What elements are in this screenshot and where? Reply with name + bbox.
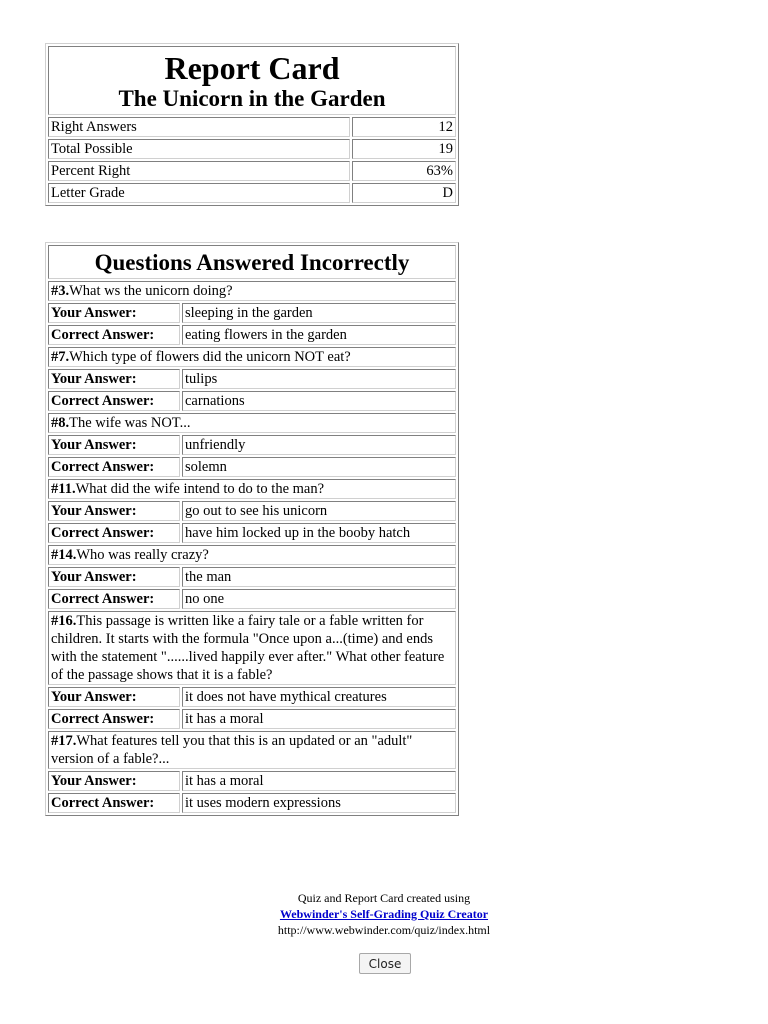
correct-answer-value: no one	[182, 589, 456, 609]
report-label: Right Answers	[48, 117, 350, 137]
question-number: #3.	[51, 283, 70, 299]
close-button[interactable]: Close	[359, 953, 411, 974]
your-answer-row	[48, 435, 456, 455]
correct-answer-value: eating flowers in the garden	[182, 325, 456, 345]
your-answer-label: Your Answer:	[48, 369, 180, 389]
correct-answer-label: Correct Answer:	[48, 709, 180, 729]
correct-answer-value: have him locked up in the booby hatch	[182, 523, 456, 543]
your-answer-label: Your Answer:	[48, 435, 180, 455]
correct-answer-value: it uses modern expressions	[182, 793, 456, 813]
correct-answer-row	[48, 391, 456, 411]
your-answer-label: Your Answer:	[48, 567, 180, 587]
your-answer-value: it does not have mythical creatures	[182, 687, 456, 707]
correct-answer-row	[48, 589, 456, 609]
question-row	[48, 413, 456, 433]
question-row	[48, 479, 456, 499]
footer	[0, 890, 768, 938]
question-text: This passage is written like a fairy tale or a fable written for children. It starts with the formula "Once upon a...(time) and ends with the statement "......lived happily ever after." What other feature of the passage shows that it is a fable?	[51, 613, 445, 683]
your-answer-label: Your Answer:	[48, 687, 180, 707]
question-text: Who was really crazy?	[76, 547, 209, 563]
report-value: 19	[352, 139, 456, 159]
report-card-table	[45, 43, 459, 206]
question-cell	[48, 347, 456, 367]
incorrect-answers-heading: Questions Answered Incorrectly	[48, 245, 456, 279]
question-number: #11.	[51, 481, 76, 497]
quiz-title: The Unicorn in the Garden	[118, 86, 386, 111]
question-cell	[48, 479, 456, 499]
correct-answer-row	[48, 325, 456, 345]
question-number: #16.	[51, 613, 77, 629]
your-answer-row	[48, 369, 456, 389]
question-row	[48, 731, 456, 769]
report-row-percent-right	[48, 161, 456, 181]
question-row	[48, 281, 456, 301]
your-answer-row	[48, 303, 456, 323]
correct-answer-label: Correct Answer:	[48, 325, 180, 345]
your-answer-row	[48, 567, 456, 587]
correct-answer-label: Correct Answer:	[48, 589, 180, 609]
correct-answer-row	[48, 523, 456, 543]
your-answer-value: go out to see his unicorn	[182, 501, 456, 521]
question-cell	[48, 413, 456, 433]
footer-credit-text: Quiz and Report Card created using	[297, 891, 471, 905]
question-number: #8.	[51, 415, 70, 431]
question-text: What ws the unicorn doing?	[69, 283, 233, 299]
question-row	[48, 347, 456, 367]
correct-answer-value: solemn	[182, 457, 456, 477]
correct-answer-value: it has a moral	[182, 709, 456, 729]
your-answer-label: Your Answer:	[48, 501, 180, 521]
correct-answer-label: Correct Answer:	[48, 391, 180, 411]
correct-answer-label: Correct Answer:	[48, 457, 180, 477]
your-answer-value: it has a moral	[182, 771, 456, 791]
your-answer-value: sleeping in the garden	[182, 303, 456, 323]
quiz-creator-link[interactable]: Webwinder's Self-Grading Quiz Creator	[279, 907, 489, 921]
question-number: #7.	[51, 349, 70, 365]
question-cell	[48, 545, 456, 565]
your-answer-row	[48, 501, 456, 521]
report-card-header	[48, 46, 456, 115]
question-text: Which type of flowers did the unicorn NOT eat?	[69, 349, 351, 365]
correct-answer-label: Correct Answer:	[48, 793, 180, 813]
report-label: Total Possible	[48, 139, 350, 159]
report-row-right-answers	[48, 117, 456, 137]
your-answer-value: the man	[182, 567, 456, 587]
report-value: D	[352, 183, 456, 203]
question-cell	[48, 611, 456, 685]
your-answer-value: tulips	[182, 369, 456, 389]
report-label: Percent Right	[48, 161, 350, 181]
question-text: The wife was NOT...	[69, 415, 191, 431]
question-number: #14.	[51, 547, 77, 563]
question-row	[48, 611, 456, 685]
correct-answer-label: Correct Answer:	[48, 523, 180, 543]
your-answer-row	[48, 687, 456, 707]
question-cell	[48, 731, 456, 769]
your-answer-label: Your Answer:	[48, 303, 180, 323]
correct-answer-value: carnations	[182, 391, 456, 411]
question-text: What did the wife intend to do to the man?	[75, 481, 325, 497]
question-text: What features tell you that this is an updated or an "adult" version of a fable?...	[51, 733, 413, 767]
question-cell	[48, 281, 456, 301]
report-value: 12	[352, 117, 456, 137]
report-label: Letter Grade	[48, 183, 350, 203]
correct-answer-row	[48, 709, 456, 729]
correct-answer-row	[48, 793, 456, 813]
correct-answer-row	[48, 457, 456, 477]
your-answer-label: Your Answer:	[48, 771, 180, 791]
report-row-letter-grade	[48, 183, 456, 203]
question-row	[48, 545, 456, 565]
report-value: 63%	[352, 161, 456, 181]
your-answer-row	[48, 771, 456, 791]
report-row-total-possible	[48, 139, 456, 159]
report-card-title: Report Card	[164, 50, 340, 86]
your-answer-value: unfriendly	[182, 435, 456, 455]
incorrect-answers-table	[45, 242, 459, 816]
question-number: #17.	[51, 733, 77, 749]
footer-url-text: http://www.webwinder.com/quiz/index.html	[277, 923, 491, 937]
